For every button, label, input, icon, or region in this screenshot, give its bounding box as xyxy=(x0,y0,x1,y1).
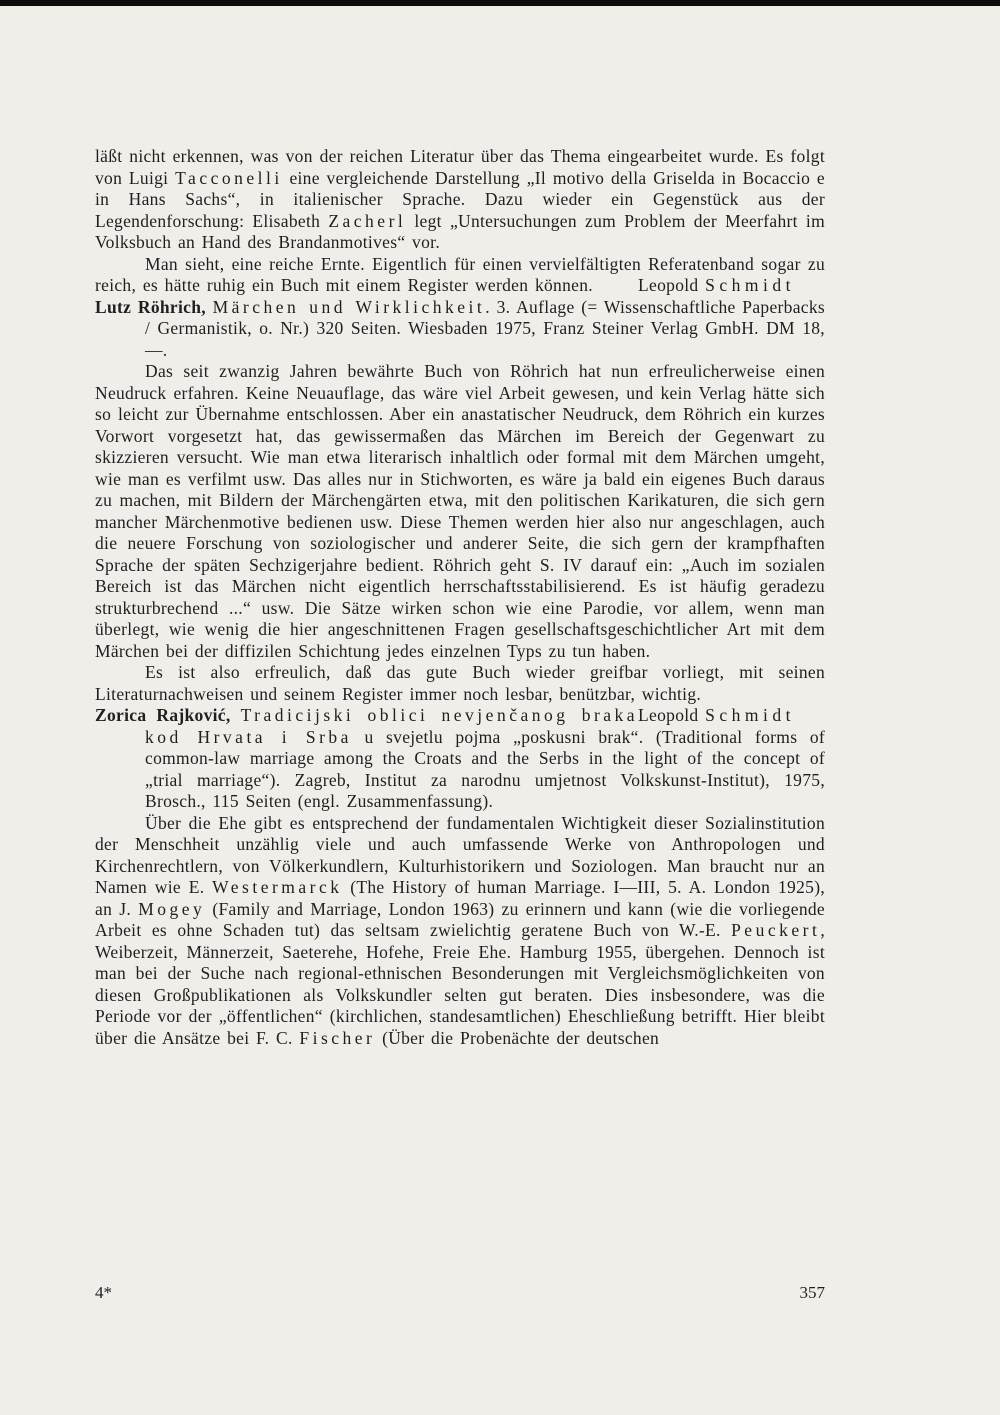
review-body-roehrich xyxy=(95,361,825,662)
paragraph-conclusion-referate xyxy=(95,254,825,297)
author-name-spaced: Fischer xyxy=(299,1027,376,1048)
review-body-rajkovic xyxy=(95,813,825,1050)
review-title-spaced: Märchen und Wirklichkeit xyxy=(212,296,486,317)
page-footer xyxy=(95,1283,825,1303)
text-segment: läßt nicht erkennen, was von der reichen Literatur über das Thema eingearbeitet wurde. Es folgt von Luigi xyxy=(95,146,825,188)
reviewer-last-name-spaced: Schmidt xyxy=(705,275,795,295)
review-heading-roehrich xyxy=(95,297,825,362)
text-segment: Es ist also erfreulich, daß das gute Buch wieder greifbar vorliegt, mit seinen Literaturnachweisen und seinem Register immer noch lesbar, benützbar, wichtig. xyxy=(95,662,825,704)
text-segment: Das seit zwanzig Jahren bewährte Buch von Röhrich hat nun erfreulicherweise einen Neudruck erfahren. Keine Neuauflage, das wäre viel Arbeit gewesen, und kein Verlag hätte sich so leicht zur Übernahme entschlossen. Aber ein anastatischer Neudruck, dem Röhrich ein kurzes Vorwort vorgesetzt hat, das gewissermaßen das Märchen im Bereich der Gegenwart zu skizzieren versucht. Wie man etwa literarisch inhaltlich oder formal mit dem Märchen umgeht, wie man es verfilmt usw. Das alles nur in Stichworten, es wäre ja bald ein eigenes Buch daraus zu machen, mit Bildern der Märchengärten etwa, mit den politischen Karikaturen, die sich gern mancher Märchenmotive bedienen usw. Diese Themen werden hier also nur angeschlagen, auch die neuere Forschung von soziologischer und anderer Seite, die sich gern der krampfhaften Sprache der späten Sechzigerjahre bedient. Röhrich geht S. IV darauf ein: „Auch im sozialen Bereich ist das Märchen nicht eigentlich herrschaftsstabilisierend. Es ist häufig geradezu strukturbrechend ...“ usw. Die Sätze wirken schon wie eine Parodie, vor allem, wenn man überlegt, wie wenig die hier angeschnittenen Fragen gesellschaftsgeschichtlicher Art mit dem Märchen bei der diffizilen Schichtung jedes einzelnen Typs zu tun haben. xyxy=(95,361,825,661)
text-segment: Über die Ehe gibt es entsprechend der fundamentalen Wichtigkeit dieser Sozialinstitution der Menschheit unzählig viele und auch umfassende Werke von Anthropologen und Kirchenrechtlern, von Völkerkundlern, Kulturhistorikern und Soziologen. Man braucht nur an Namen wie E. xyxy=(95,812,825,897)
footer-page-number: 357 xyxy=(799,1283,825,1302)
author-name-spaced: Westermarck xyxy=(212,877,343,897)
text-segment: (The History of human Marriage. I—III, 5. A. London 1925), an J. xyxy=(95,877,825,919)
scan-edge-artifact xyxy=(0,0,1000,6)
reviewer-signature xyxy=(638,275,795,297)
review-bibliographic-info: . 3. Auflage (= Wissenschaftliche Paperbacks / Germanistik, o. Nr.) 320 Seiten. Wiesbaden 1975, Franz Steiner Verlag GmbH. DM 18,—. xyxy=(145,296,825,360)
paragraph-continuation xyxy=(95,146,825,254)
text-column xyxy=(95,146,825,1049)
text-segment: (Family and Marriage, London 1963) zu erinnern und kann (wie die vorliegende Arbeit es ohne Schaden tut) das seltsam zwielichtig geratene Buch von W.-E. xyxy=(95,898,826,940)
author-name-spaced: Tacconelli xyxy=(175,167,283,188)
reviewer-last-name-spaced: Schmidt xyxy=(705,705,795,725)
review-author: Zorica Rajković, xyxy=(95,705,241,725)
text-segment: Man sieht, eine reiche Ernte. Eigentlich für einen vervielfältigten Referatenband sogar zu reich, es hätte ruhig ein Buch mit einem Register werden können. xyxy=(95,253,825,295)
author-name-spaced: Mogey xyxy=(138,898,206,919)
review-title-spaced: Tradicijski oblici nevjenčanog braka kod Hrvata i Srba xyxy=(145,705,639,747)
author-name-spaced: Peuckert xyxy=(731,920,821,940)
reviewer-first-name: Leopold xyxy=(638,705,706,725)
text-segment: eine vergleichende Darstellung „Il motivo della Griselda in Bocaccio e in Hans Sachs“, in italienischer Sprache. Dazu wieder ein Gegenstück aus der Legendenforschung: Elisabeth xyxy=(95,167,825,231)
text-segment: , Weiberzeit, Männerzeit, Saeterehe, Hofehe, Freie Ehe. Hamburg 1955, übergehen. Dennoch ist man bei der Suche nach regional-ethnischen Besonderungen mit Vergleichsmöglichkeiten von diesen Großpublikationen als Volkskundler selten gut beraten. Dies insbesondere, was die Periode vor der „öffentlichen“ (kirchlichen, standesamtlichen) Eheschließung betrifft. Hier bleibt über die Ansätze bei F. C. xyxy=(95,920,825,1048)
review-author: Lutz Röhrich, xyxy=(95,296,213,317)
author-name-spaced: Zacherl xyxy=(328,210,407,231)
footer-signature-mark: 4* xyxy=(95,1283,112,1302)
review-bibliographic-info: u svejetlu pojma „poskusni brak“. (Traditional forms of common-law marriage among the Croats and the Serbs in the light of the concept of „trial marriage“). Zagreb, Institut za narodnu umjetnost Volkskunst-Institut), 1975, Brosch., 115 Seiten (engl. Zusammenfassung). xyxy=(145,726,825,811)
text-segment: (Über die Probenächte der deutschen xyxy=(375,1027,660,1048)
reviewer-first-name: Leopold xyxy=(638,275,706,295)
text-segment: legt „Untersuchungen zum Problem der Meerfahrt im Volksbuch an Hand des Brandanmotives“ vor. xyxy=(95,210,825,252)
reviewer-signature xyxy=(638,705,795,727)
